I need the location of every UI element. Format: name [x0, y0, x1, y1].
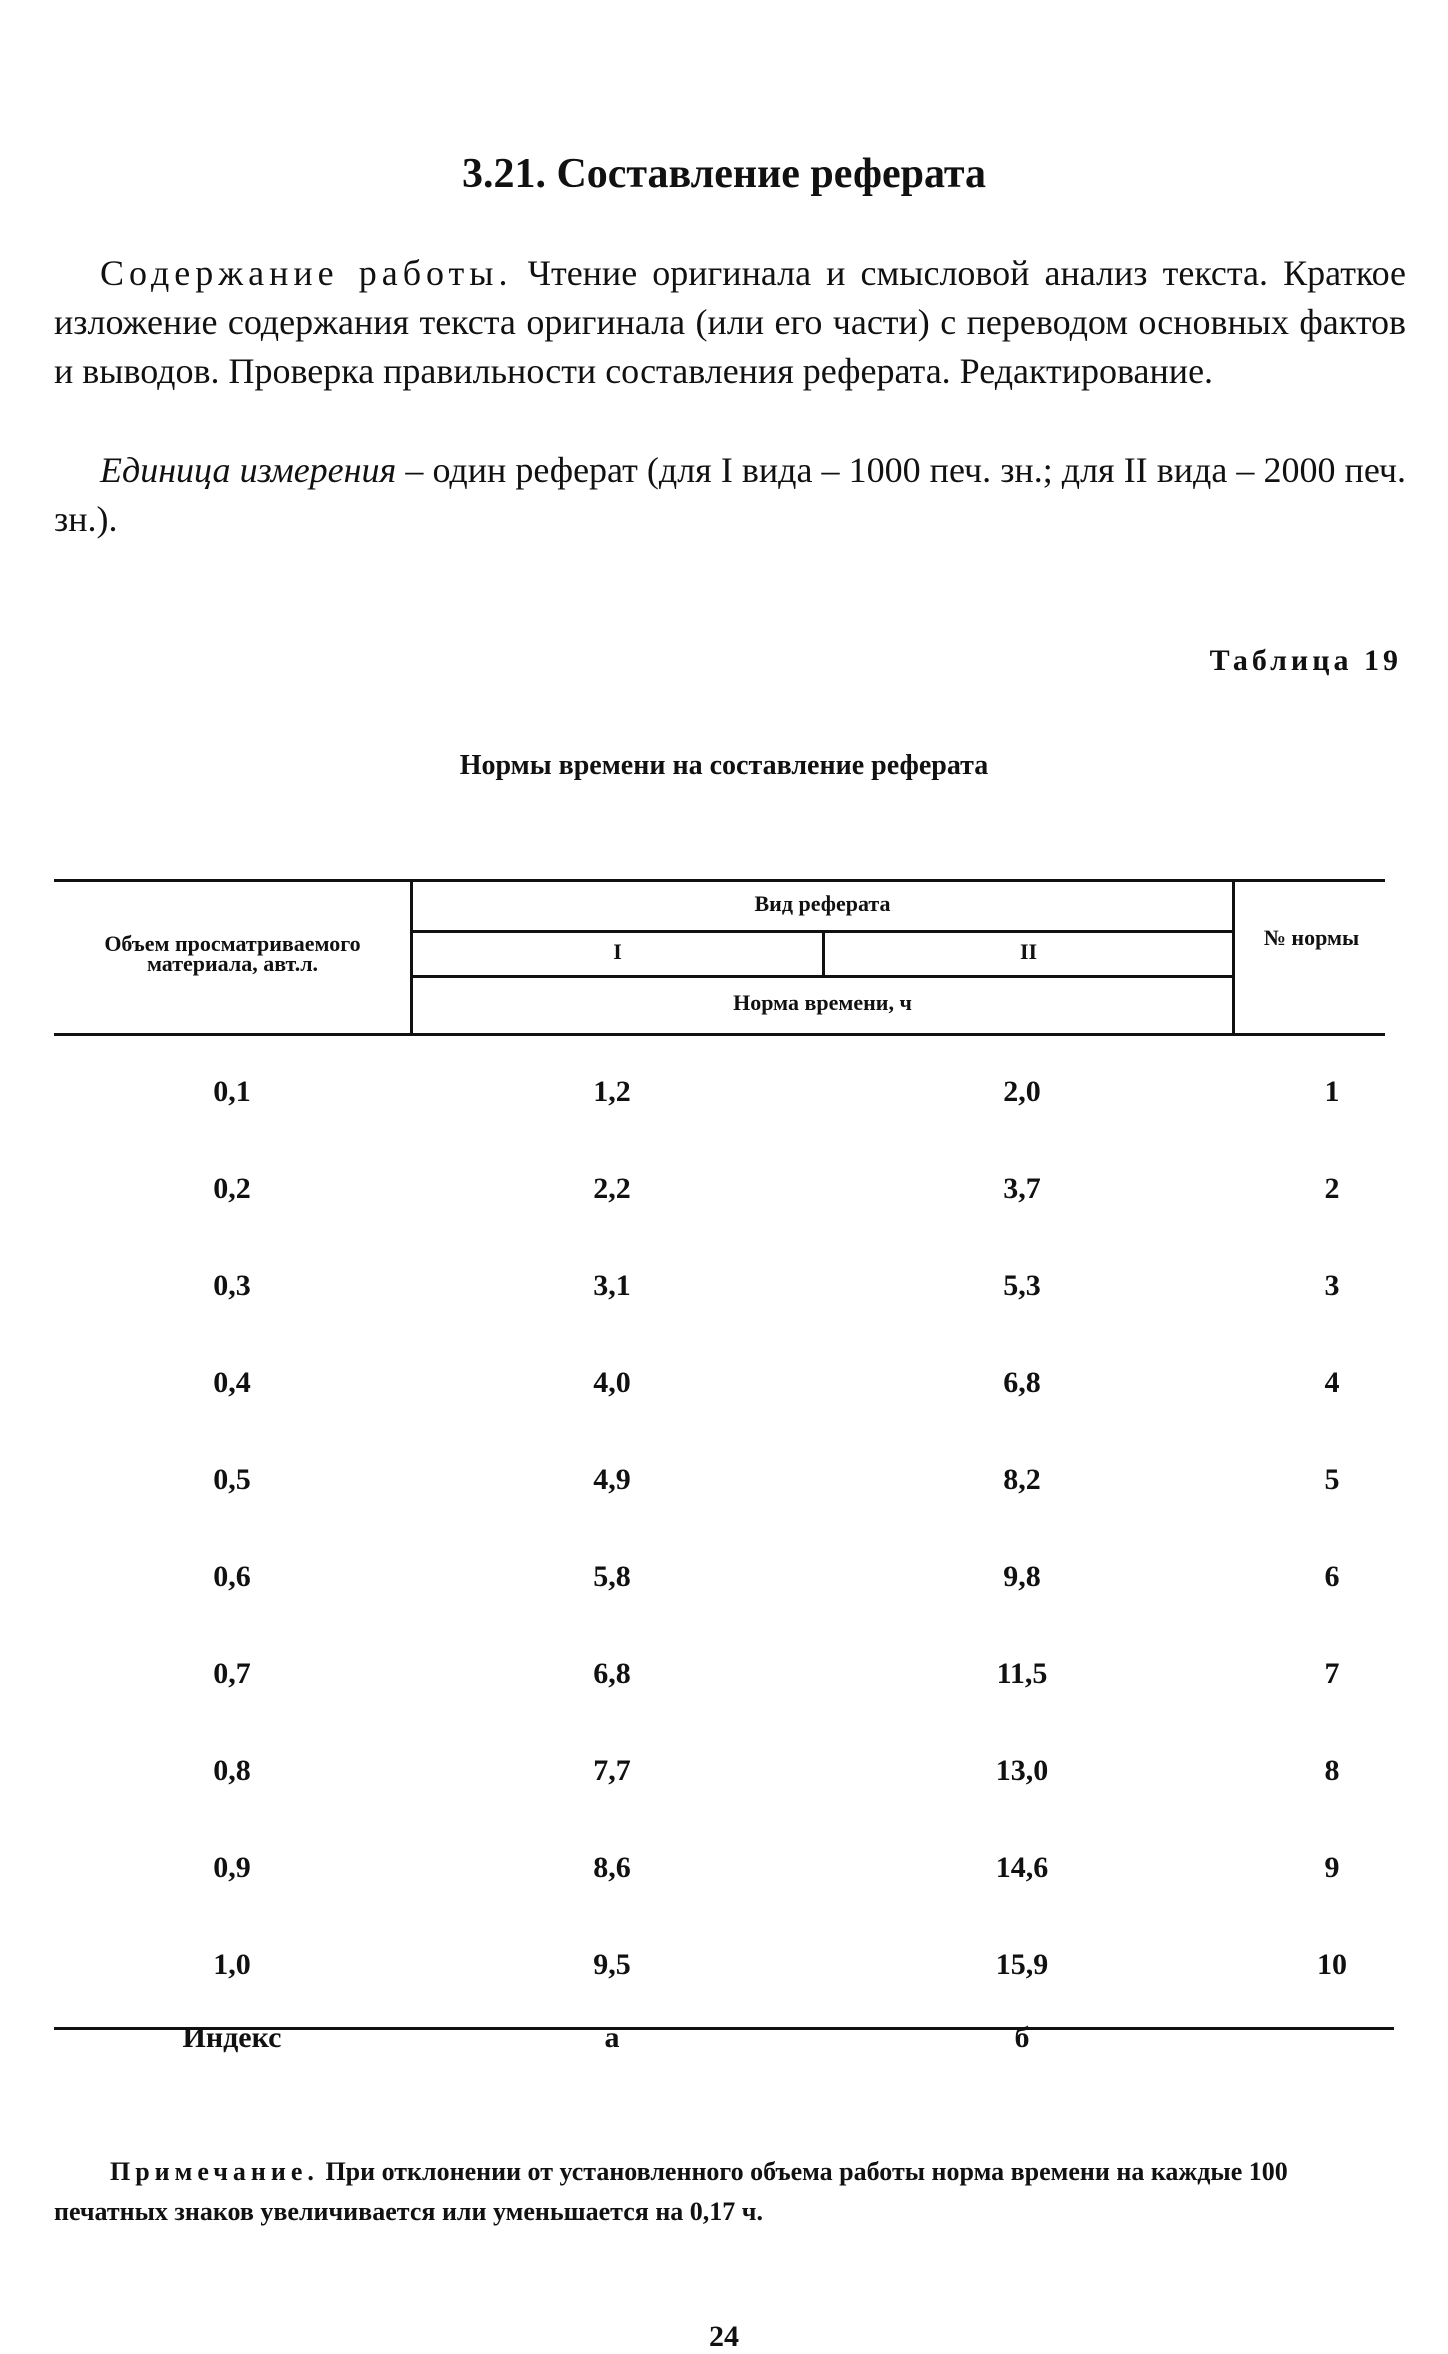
table-note: [54, 2152, 1406, 2232]
header-rule-2: [410, 975, 1232, 978]
type1-cell: 7,7: [593, 1754, 631, 1787]
norm-number-header: № нормы: [1263, 925, 1360, 950]
norm-cell: 4: [1324, 1366, 1340, 1399]
volume-cell: 0,4: [213, 1366, 251, 1399]
volume-cell: 0,2: [213, 1172, 251, 1205]
volume-cell: 0,9: [213, 1851, 251, 1884]
volume-cell: 0,1: [213, 1075, 251, 1108]
index-type1: а: [604, 2021, 620, 2054]
norm-cell: 8: [1324, 1754, 1340, 1787]
note-text: При отклонении от установленного объема работы норма времени на каждые 100 печатных знаков увеличивается или уменьшается на 0,17 ч.: [54, 2157, 1288, 2226]
unit-text: – один реферат (для I вида – 1000 печ. зн.; для II вида – 2000 печ. зн.).: [54, 450, 1407, 539]
volume-cell: 0,8: [213, 1754, 251, 1787]
time-unit-header: Норма времени, ч: [733, 990, 912, 1015]
type1-cell: 6,8: [593, 1657, 631, 1690]
type1-cell: 4,9: [593, 1463, 631, 1496]
type1-cell: 5,8: [593, 1560, 631, 1593]
type-2-header: II: [1019, 939, 1038, 964]
norm-cell: 1: [1324, 1075, 1340, 1108]
type-1-header: I: [613, 939, 622, 964]
type2-cell: 6,8: [1003, 1366, 1041, 1399]
table-number: Таблица 19: [1209, 644, 1402, 677]
type2-cell: 3,7: [1003, 1172, 1041, 1205]
volume-cell: 0,5: [213, 1463, 251, 1496]
work-description: [54, 249, 1406, 396]
table-top-rule: [54, 879, 1385, 882]
unit-label: Единица измерения: [100, 450, 397, 490]
type1-cell: 8,6: [593, 1851, 631, 1884]
type1-cell: 2,2: [593, 1172, 631, 1205]
page-number: 24: [709, 2320, 739, 2353]
description-text: Чтение оригинала и смысловой анализ текста. Краткое изложение содержания текста оригинала (или его части) с переводом основных фактов и выводов. Проверка правильности составления реферата. Редактирование.: [54, 253, 1406, 391]
type1-cell: 1,2: [593, 1075, 631, 1108]
unit-of-measure: [54, 446, 1406, 544]
note-label: Примечание.: [110, 2157, 319, 2186]
type2-cell: 15,9: [995, 1948, 1049, 1981]
section-heading: 3.21. Составление реферата: [461, 151, 987, 197]
index-type2: б: [1014, 2021, 1030, 2054]
type1-cell: 9,5: [593, 1948, 631, 1981]
volume-column-header: Объем просматриваемого материала, авт.л.: [104, 931, 361, 976]
header-rule-1: [410, 930, 1232, 933]
type2-cell: 2,0: [1003, 1075, 1041, 1108]
type2-cell: 11,5: [996, 1657, 1048, 1690]
table-title: Нормы времени на составление реферата: [459, 750, 989, 781]
volume-cell: 0,3: [213, 1269, 251, 1302]
type2-cell: 9,8: [1003, 1560, 1041, 1593]
norm-cell: 3: [1324, 1269, 1340, 1302]
volume-cell: 0,7: [213, 1657, 251, 1690]
volume-cell: 0,6: [213, 1560, 251, 1593]
type2-cell: 8,2: [1003, 1463, 1041, 1496]
type1-cell: 3,1: [593, 1269, 631, 1302]
description-label: Содержание работы.: [100, 253, 513, 293]
type1-cell: 4,0: [593, 1366, 631, 1399]
header-divider-right: [1232, 879, 1235, 1033]
index-label: Индекс: [182, 2021, 282, 2054]
norm-cell: 9: [1324, 1851, 1340, 1884]
norm-cell: 10: [1317, 1948, 1347, 1981]
type2-cell: 5,3: [1003, 1269, 1041, 1302]
volume-cell: 1,0: [213, 1948, 251, 1981]
norm-cell: 6: [1324, 1560, 1340, 1593]
norm-cell: 2: [1324, 1172, 1340, 1205]
header-bottom-rule: [54, 1033, 1385, 1036]
norm-cell: 7: [1324, 1657, 1340, 1690]
report-type-header: Вид реферата: [754, 891, 891, 916]
norm-cell: 5: [1324, 1463, 1340, 1496]
type2-cell: 13,0: [995, 1754, 1049, 1787]
type2-cell: 14,6: [995, 1851, 1049, 1884]
